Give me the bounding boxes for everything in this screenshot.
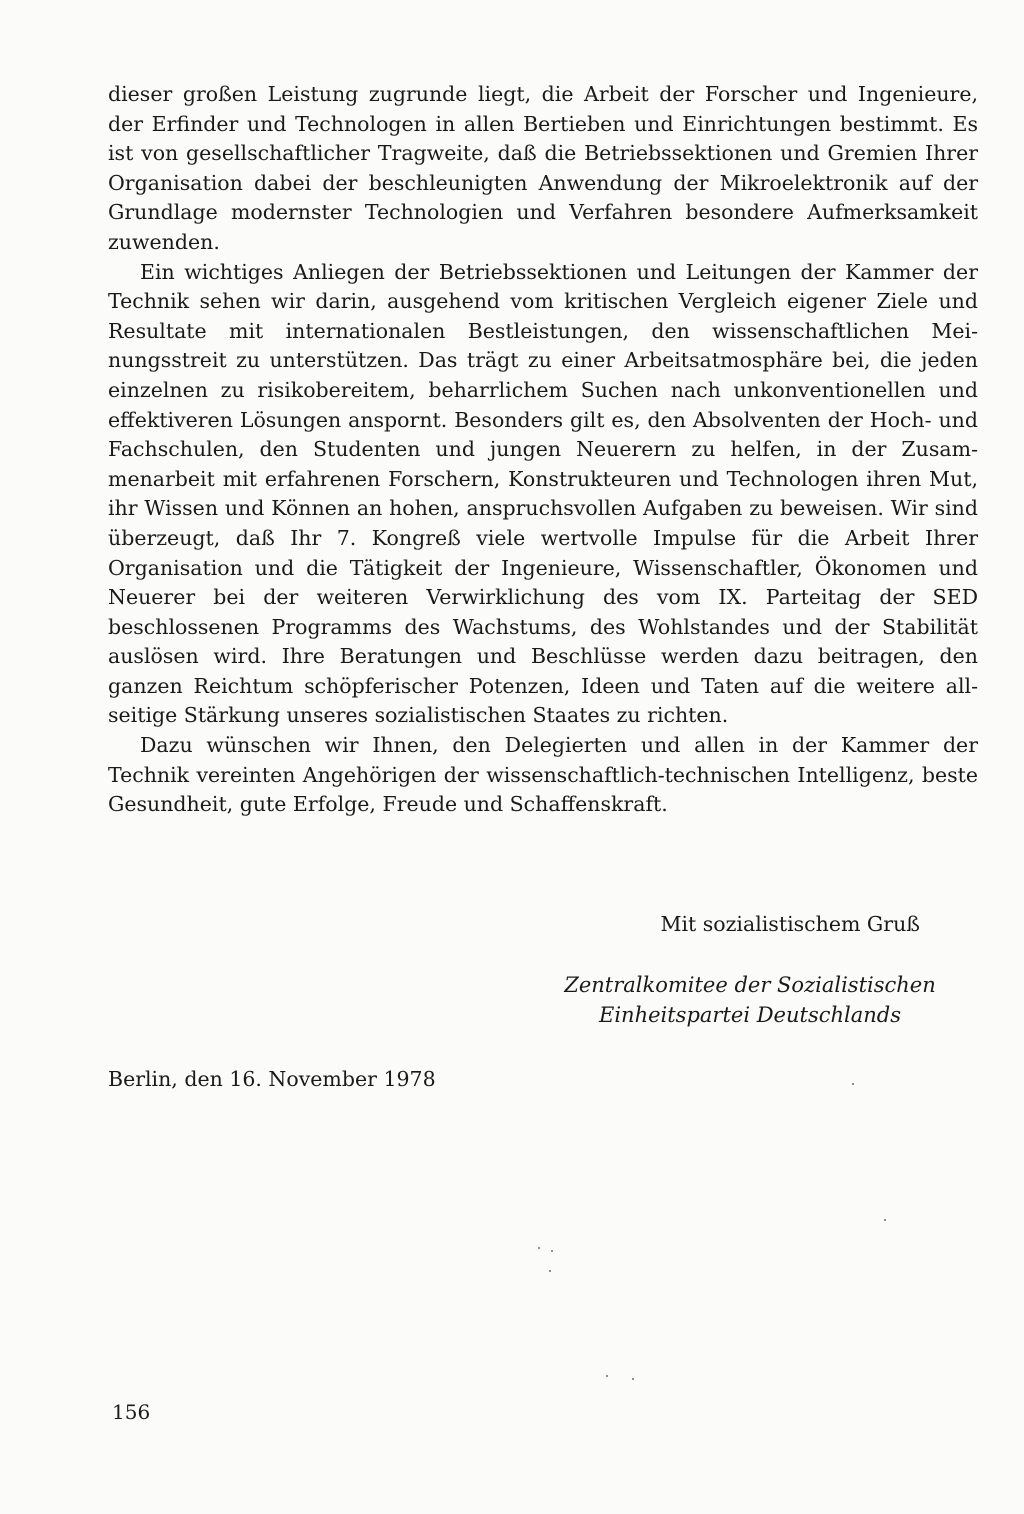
- signature-block: [520, 970, 980, 1030]
- scan-speck: [852, 1083, 854, 1085]
- page-number: 156: [112, 1400, 151, 1424]
- scan-speck: [551, 1250, 553, 1252]
- signature-line-1: Zentralkomitee der Sozialistischen: [564, 973, 936, 997]
- place-date: Berlin, den 16. November 1978: [108, 1067, 436, 1091]
- scan-speck: [884, 1219, 886, 1221]
- paragraph-3: Dazu wünschen wir Ihnen, den Delegierten und allen in der Kammer der Technik vereinten Angehörigen der wissenschaftlich-technischen Intelligenz, beste Gesundheit, gute Erfolge, Freude und Schaffenskraft.: [108, 733, 978, 817]
- scan-speck: [538, 1247, 540, 1249]
- closing-salutation: Mit sozialistischem Gruß: [660, 912, 920, 936]
- paragraph-1: dieser großen Leistung zugrunde liegt, die Arbeit der Forscher und Ingenieure, der Erfinder und Technologen in allen Bertieben und Einrichtungen bestimmt. Es ist von gesellschaftlicher Tragweite, daß die Betriebssektionen und Gremien Ihrer Organisation dabei der beschleunigten Anwendung der Mikroelektronik auf der Grundlage modernster Technologien und Verfahren besondere Aufmerksamkeit zuwenden.: [108, 82, 978, 254]
- paragraph-2: Ein wichtiges Anliegen der Betriebssektionen und Leitungen der Kammer der Technik sehen wir darin, ausgehend vom kritischen Vergleich eigener Ziele und Resultate mit internationalen Bestleistungen, den wissenschaftlichen Meinungsstreit zu unterstützen. Das trägt zu einer Arbeitsatmosphäre bei, die jeden einzelnen zu risikobereitem, beharrlichem Suchen nach unkonventionellen und effektiveren Lösungen anspornt. Besonders gilt es, den Absolventen der Hoch- und Fachschulen, den Studenten und jungen Neuerern zu helfen, in der Zusammenarbeit mit erfahrenen Forschern, Konstrukteuren und Technologen ihren Mut, ihr Wissen und Können an hohen, anspruchsvollen Aufgaben zu beweisen. Wir sind überzeugt, daß Ihr 7. Kongreß viele wertvolle Impulse für die Arbeit Ihrer Organisation und die Tätigkeit der Ingenieure, Wissenschaftler, Ökonomen und Neuerer bei der weiteren Verwirklichung des vom IX. Parteitag der SED beschlossenen Programms des Wachstums, des Wohlstandes und der Stabilität auslösen wird. Ihre Beratungen und Beschlüsse werden dazu beitragen, den ganzen Reichtum schöpferischer Potenzen, Ideen und Taten auf die weitere allseitige Stärkung unseres sozialistischen Staates zu richten.: [108, 259, 978, 728]
- scan-speck: [606, 1375, 608, 1377]
- body-text: [108, 80, 978, 820]
- scan-speck: [632, 1378, 634, 1380]
- signature-line-2: Einheitspartei Deutschlands: [599, 1003, 901, 1027]
- scan-speck: [549, 1270, 551, 1272]
